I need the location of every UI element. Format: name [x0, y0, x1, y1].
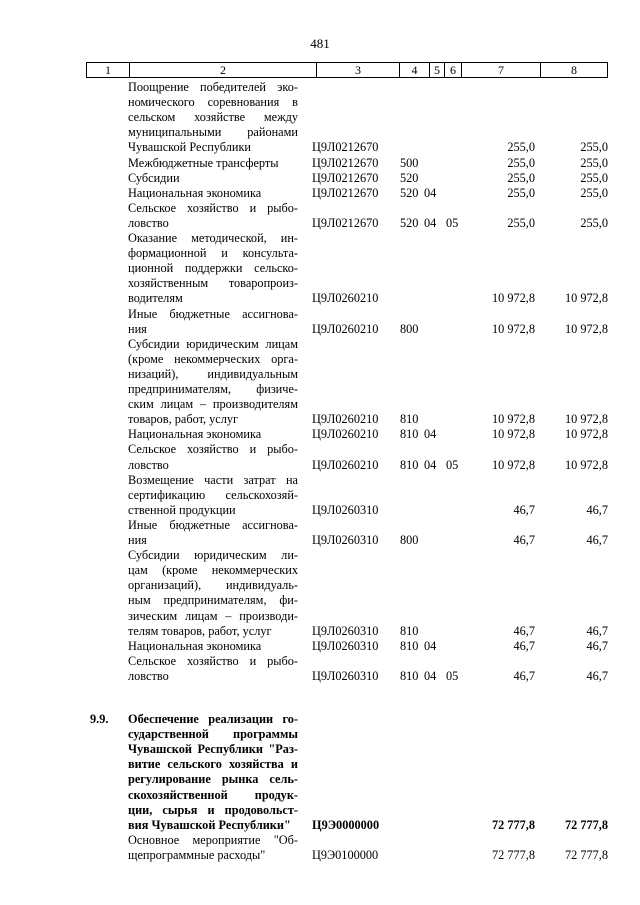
- row-rz: 04: [424, 638, 437, 653]
- row-code: Ц9Л0260210: [312, 291, 379, 306]
- row-pr: 05: [446, 668, 459, 683]
- row-name: Сельское хозяйство и рыбо-: [128, 200, 298, 215]
- table-row: [0, 80, 640, 95]
- row-value-col7: 46,7: [513, 638, 535, 653]
- row-name: телям товаров, работ, услуг: [128, 623, 272, 638]
- row-rz: 04: [424, 457, 437, 472]
- row-name: предпринимателям, физиче-: [128, 382, 298, 396]
- row-value-col8: 46,7: [586, 533, 608, 547]
- row-value-col8: 46,7: [586, 623, 608, 638]
- table-row: [0, 669, 640, 684]
- table-row: [0, 548, 640, 563]
- row-name: водителям: [128, 291, 183, 306]
- row-name: формационной и консульта-: [128, 246, 298, 261]
- row-value-col8: 46,7: [586, 502, 608, 517]
- row-code: Ц9Л0212670: [312, 185, 379, 200]
- row-name: Сельское хозяйство и рыбо-: [128, 653, 298, 668]
- row-name: Сельское хозяйство и рыбо-: [128, 442, 298, 457]
- row-code: Ц9Э0000000: [312, 817, 380, 832]
- row-pr: 05: [446, 457, 459, 472]
- table-row: [0, 772, 640, 787]
- table-row: [0, 140, 640, 155]
- table-row: [0, 757, 640, 772]
- row-vr: 500: [400, 155, 419, 170]
- table-row: [0, 156, 640, 171]
- header-col-5: 5: [430, 63, 445, 78]
- row-value-col8: 255,0: [580, 215, 608, 230]
- table-row: [0, 246, 640, 261]
- row-name: скохозяйственной продук-: [128, 787, 298, 802]
- table-row: [0, 488, 640, 503]
- row-vr: 810: [400, 638, 419, 653]
- table-row: [0, 352, 640, 367]
- row-value-col8: 72 777,8: [564, 817, 608, 832]
- row-value-col7: 255,0: [507, 215, 535, 230]
- table-row: [0, 427, 640, 442]
- row-code: Ц9Л0212670: [312, 215, 379, 230]
- table-row: [0, 95, 640, 110]
- table-row: [0, 818, 640, 833]
- row-name: Субсидии юридическим лицам: [128, 336, 298, 351]
- row-value-col8: 72 777,8: [564, 847, 608, 862]
- header-col-6: 6: [445, 63, 462, 78]
- row-name: ловство: [128, 668, 169, 683]
- row-value-col8: 10 972,8: [564, 291, 608, 306]
- row-code: Ц9Э0100000: [312, 847, 379, 862]
- row-name: ным предпринимателям, фи-: [128, 593, 298, 608]
- row-value-col8: 46,7: [586, 638, 608, 653]
- row-vr: 800: [400, 533, 419, 547]
- row-name: Национальная экономика: [128, 638, 262, 653]
- table-row: [0, 397, 640, 412]
- row-name: Субсидии: [128, 170, 180, 185]
- table-row: [0, 307, 640, 322]
- row-value-col7: 255,0: [507, 185, 535, 200]
- row-vr: 520: [400, 185, 419, 200]
- table-row: [0, 578, 640, 593]
- row-pr: 05: [446, 215, 459, 230]
- row-value-col8: 255,0: [580, 140, 608, 155]
- row-value-col7: 46,7: [513, 502, 535, 517]
- row-name: муниципальными районами: [128, 125, 298, 140]
- table-row: [0, 458, 640, 473]
- row-name: ловство: [128, 457, 169, 472]
- row-name: низаций), индивидуальным: [128, 366, 298, 381]
- row-vr: 810: [400, 427, 419, 442]
- row-vr: 810: [400, 457, 419, 472]
- table-row: [0, 442, 640, 457]
- row-value-col8: 10 972,8: [564, 427, 608, 442]
- row-name: ции, сырья и продовольст-: [128, 802, 298, 817]
- row-value-col7: 46,7: [513, 623, 535, 638]
- row-name: Субсидии юридическим ли-: [128, 548, 298, 563]
- table-row: [0, 503, 640, 518]
- row-name: Основное мероприятие "Об-: [128, 832, 298, 847]
- header-col-3: 3: [317, 63, 400, 78]
- row-name: Оказание методической, ин-: [128, 231, 298, 245]
- row-value-col7: 255,0: [507, 140, 535, 155]
- header-col-8: 8: [541, 63, 608, 78]
- table-row: [0, 654, 640, 669]
- table-row: [0, 639, 640, 654]
- row-value-col8: 10 972,8: [564, 412, 608, 427]
- row-name: сельском хозяйстве между: [128, 110, 298, 125]
- row-name: Чувашской Республики: [128, 140, 252, 155]
- row-code: Ц9Л0260210: [312, 412, 379, 427]
- table-row: [0, 291, 640, 306]
- table-row: [0, 609, 640, 624]
- row-name: Национальная экономика: [128, 185, 262, 200]
- row-name: вия Чувашской Республики": [128, 817, 291, 832]
- table-row: [0, 231, 640, 246]
- row-rz: 04: [424, 215, 437, 230]
- row-value-col7: 10 972,8: [491, 427, 535, 442]
- row-vr: 520: [400, 170, 419, 185]
- row-code: Ц9Л0212670: [312, 155, 379, 170]
- page-number: 481: [310, 36, 330, 51]
- table-row: [0, 186, 640, 201]
- table-row: [0, 337, 640, 352]
- row-number: 9.9.: [90, 712, 109, 726]
- row-name: ния: [128, 533, 147, 547]
- row-rz: 04: [424, 185, 437, 200]
- table-row: [0, 788, 640, 803]
- row-value-col8: 255,0: [580, 185, 608, 200]
- row-code: Ц9Л0260210: [312, 457, 379, 472]
- row-value-col7: 255,0: [507, 155, 535, 170]
- row-name: сударственной программы: [128, 727, 298, 742]
- table-row: [0, 322, 640, 337]
- row-code: Ц9Л0260310: [312, 502, 379, 517]
- header-col-2: 2: [130, 63, 317, 78]
- row-name: Поощрение победителей эко-: [128, 80, 298, 94]
- row-value-col8: 255,0: [580, 170, 608, 185]
- table-row: [0, 848, 640, 863]
- header-col-4: 4: [400, 63, 430, 78]
- row-name: ловство: [128, 215, 169, 230]
- row-code: Ц9Л0260310: [312, 533, 379, 547]
- row-code: Ц9Л0212670: [312, 170, 379, 185]
- table-row: [0, 216, 640, 231]
- row-value-col8: 10 972,8: [564, 321, 608, 336]
- row-code: Ц9Л0260310: [312, 638, 379, 653]
- table-row: [0, 593, 640, 608]
- row-value-col8: 10 972,8: [564, 457, 608, 472]
- table-row: [0, 412, 640, 427]
- table-row: [0, 712, 640, 727]
- table-row: [0, 533, 640, 548]
- row-name: Возмещение части затрат на: [128, 472, 298, 487]
- row-code: Ц9Л0212670: [312, 140, 379, 155]
- row-value-col7: 255,0: [507, 170, 535, 185]
- row-vr: 810: [400, 623, 419, 638]
- row-rz: 04: [424, 427, 437, 442]
- table-row: [0, 833, 640, 848]
- row-vr: 800: [400, 321, 419, 336]
- row-value-col7: 46,7: [513, 533, 535, 547]
- row-name: Иные бюджетные ассигнова-: [128, 306, 298, 321]
- row-value-col7: 10 972,8: [491, 321, 535, 336]
- table-row: [0, 803, 640, 818]
- table-row: [0, 742, 640, 757]
- row-name: витие сельского хозяйства и: [128, 757, 298, 772]
- row-value-col8: 46,7: [586, 668, 608, 683]
- row-value-col7: 72 777,8: [491, 847, 535, 862]
- table-row: [0, 563, 640, 578]
- table-row: [0, 382, 640, 397]
- row-name: ственной продукции: [128, 502, 236, 517]
- row-rz: 04: [424, 668, 437, 683]
- row-code: Ц9Л0260210: [312, 321, 379, 336]
- row-name: зическим лицам – производи-: [128, 608, 298, 623]
- table-row: [0, 473, 640, 488]
- table-row: [0, 125, 640, 140]
- row-name: ционной поддержки сельско-: [128, 261, 298, 276]
- row-name: (кроме некоммерческих орга-: [128, 351, 298, 366]
- row-name: Обеспечение реализации го-: [128, 712, 298, 726]
- table-row: [0, 171, 640, 186]
- row-name: цам (кроме некоммерческих: [128, 563, 298, 578]
- row-value-col7: 10 972,8: [491, 457, 535, 472]
- row-code: Ц9Л0260210: [312, 427, 379, 442]
- table-row: [0, 518, 640, 533]
- row-name: сертификацию сельскохозяй-: [128, 487, 298, 502]
- row-code: Ц9Л0260310: [312, 623, 379, 638]
- row-value-col7: 46,7: [513, 668, 535, 683]
- table-row: [0, 276, 640, 291]
- row-value-col8: 255,0: [580, 155, 608, 170]
- row-name: организаций), индивидуаль-: [128, 578, 298, 593]
- row-value-col7: 10 972,8: [491, 291, 535, 306]
- header-col-1: 1: [87, 63, 130, 78]
- row-name: товаров, работ, услуг: [128, 412, 239, 427]
- table-row: [0, 367, 640, 382]
- row-name: Чувашской Республики "Раз-: [128, 742, 298, 757]
- row-value-col7: 72 777,8: [491, 817, 535, 832]
- row-vr: 810: [400, 668, 419, 683]
- row-name: номического соревнования в: [128, 95, 298, 110]
- row-name: ским лицам – производителям: [128, 397, 298, 412]
- row-name: ния: [128, 321, 147, 336]
- table-row: [0, 201, 640, 216]
- table-row: [0, 110, 640, 125]
- row-name: щепрограммные расходы": [128, 847, 266, 862]
- table-row: [0, 624, 640, 639]
- row-name: Иные бюджетные ассигнова-: [128, 517, 298, 532]
- row-name: Национальная экономика: [128, 427, 262, 442]
- row-name: хозяйственным товаропроиз-: [128, 276, 298, 291]
- row-name: Межбюджетные трансферты: [128, 155, 279, 170]
- header-col-7: 7: [462, 63, 541, 78]
- row-name: регулирование рынка сель-: [128, 772, 298, 787]
- row-vr: 520: [400, 215, 419, 230]
- row-value-col7: 10 972,8: [491, 412, 535, 427]
- table-row: [0, 727, 640, 742]
- row-vr: 810: [400, 412, 419, 427]
- table-row: [0, 261, 640, 276]
- row-code: Ц9Л0260310: [312, 668, 379, 683]
